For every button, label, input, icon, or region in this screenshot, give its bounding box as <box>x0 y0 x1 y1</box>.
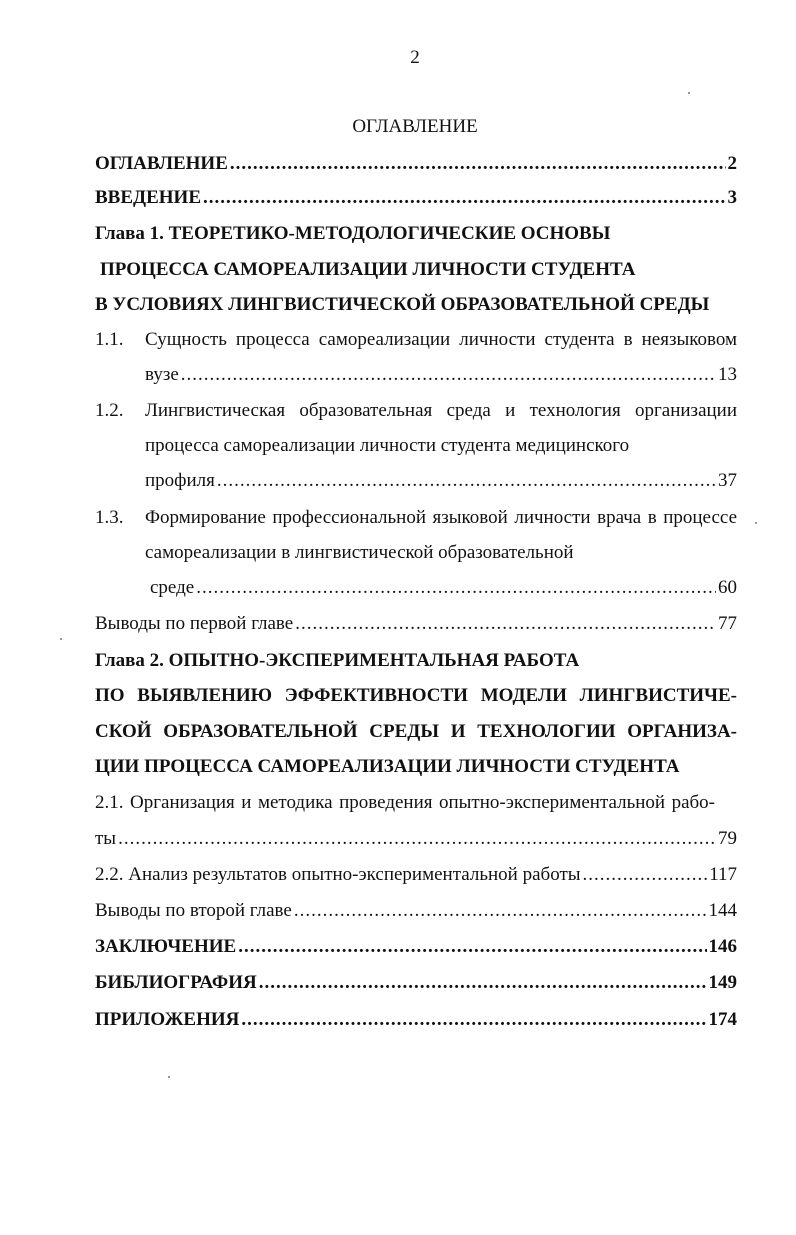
entry-label: Выводы по второй главе <box>95 900 292 921</box>
entry-page: 60 <box>718 577 737 598</box>
dot-leader <box>217 469 716 493</box>
scan-speck <box>168 1076 170 1078</box>
section-title-line: 2.1. Организация и методика проведения опытно-экспериментальной рабо- <box>95 792 715 813</box>
section-number: 1.1. <box>95 329 124 350</box>
toc-title: ОГЛАВЛЕНИЕ <box>352 116 478 137</box>
chapter-heading-line: ПО ВЫЯВЛЕНИЮ ЭФФЕКТИВНОСТИ МОДЕЛИ ЛИНГВИСТИЧЕ- <box>95 685 737 706</box>
section-title-line: Сущность процесса самореализации личности студента в неязыковом <box>145 329 737 350</box>
entry-label: профиля <box>145 470 215 491</box>
entry-label: среде <box>150 577 195 598</box>
toc-entry-prilozheniya[interactable] <box>95 1008 737 1032</box>
scan-speck <box>755 522 757 524</box>
entry-label: ты <box>95 828 117 849</box>
section-title-line: Лингвистическая образовательная среда и технология организации <box>145 400 737 421</box>
page-number: 2 <box>410 47 420 68</box>
toc-entry-oglavlenie[interactable] <box>95 152 737 176</box>
entry-label: БИБЛИОГРАФИЯ <box>95 972 257 993</box>
section-number: 1.2. <box>95 400 124 421</box>
dot-leader <box>583 863 708 887</box>
section-title-line: процесса самореализации личности студента медицинского <box>145 435 630 456</box>
chapter-heading-line: СКОЙ ОБРАЗОВАТЕЛЬНОЙ СРЕДЫ И ТЕХНОЛОГИИ ОРГАНИЗА- <box>95 721 737 742</box>
dot-leader <box>295 612 716 636</box>
dot-leader <box>294 899 707 923</box>
dot-leader <box>230 152 726 176</box>
section-title-line: Формирование профессиональной языковой личности врача в процессе <box>145 507 737 528</box>
dot-leader <box>259 971 707 995</box>
dot-leader <box>241 1008 706 1032</box>
dot-leader <box>118 827 716 851</box>
entry-page: 146 <box>708 936 737 957</box>
dot-leader <box>203 186 726 210</box>
chapter-heading-line: В УСЛОВИЯХ ЛИНГВИСТИЧЕСКОЙ ОБРАЗОВАТЕЛЬНОЙ СРЕДЫ <box>95 294 710 315</box>
scan-speck <box>60 638 62 640</box>
chapter-heading-line: Глава 1. ТЕОРЕТИКО-МЕТОДОЛОГИЧЕСКИЕ ОСНОВЫ <box>95 223 611 244</box>
toc-entry-vvedenie[interactable] <box>95 186 737 210</box>
entry-page: 77 <box>718 613 737 634</box>
section-last-line <box>95 827 737 851</box>
entry-label: вузе <box>145 364 179 385</box>
section-last-line <box>145 469 737 493</box>
entry-page: 149 <box>708 972 737 993</box>
toc-entry-bibliografiya[interactable] <box>95 971 737 995</box>
entry-page: 2 <box>727 153 737 174</box>
section-last-line <box>150 576 737 600</box>
entry-page: 3 <box>727 187 737 208</box>
entry-page: 79 <box>718 828 737 849</box>
dot-leader <box>181 363 716 387</box>
entry-page: 37 <box>718 470 737 491</box>
scan-speck <box>688 92 690 94</box>
section-number: 1.3. <box>95 507 124 528</box>
entry-label: Выводы по первой главе <box>95 613 294 634</box>
dot-leader <box>238 935 706 959</box>
chapter-heading-line: ЦИИ ПРОЦЕССА САМОРЕАЛИЗАЦИИ ЛИЧНОСТИ СТУДЕНТА <box>95 756 680 777</box>
toc-entry-zakluchenie[interactable] <box>95 935 737 959</box>
entry-label: ВВЕДЕНИЕ <box>95 187 201 208</box>
toc-entry-conclusions-1[interactable] <box>95 612 737 636</box>
entry-label: ЗАКЛЮЧЕНИЕ <box>95 936 237 957</box>
entry-page: 174 <box>708 1009 737 1030</box>
entry-page: 13 <box>718 364 737 385</box>
section-last-line <box>145 363 737 387</box>
chapter-heading-line: ПРОЦЕССА САМОРЕАЛИЗАЦИИ ЛИЧНОСТИ СТУДЕНТА <box>100 259 636 280</box>
entry-label: ПРИЛОЖЕНИЯ <box>95 1009 240 1030</box>
toc-entry-2-2[interactable] <box>95 863 737 887</box>
dot-leader <box>196 576 716 600</box>
entry-label: 2.2. Анализ результатов опытно-экспериментальной работы <box>95 864 581 885</box>
entry-page: 117 <box>709 864 737 885</box>
toc-entry-conclusions-2[interactable] <box>95 899 737 923</box>
entry-label: ОГЛАВЛЕНИЕ <box>95 153 228 174</box>
entry-page: 144 <box>708 900 737 921</box>
chapter-heading-line: Глава 2. ОПЫТНО-ЭКСПЕРИМЕНТАЛЬНАЯ РАБОТА <box>95 650 580 671</box>
section-title-line: самореализации в лингвистической образовательной <box>145 542 574 563</box>
